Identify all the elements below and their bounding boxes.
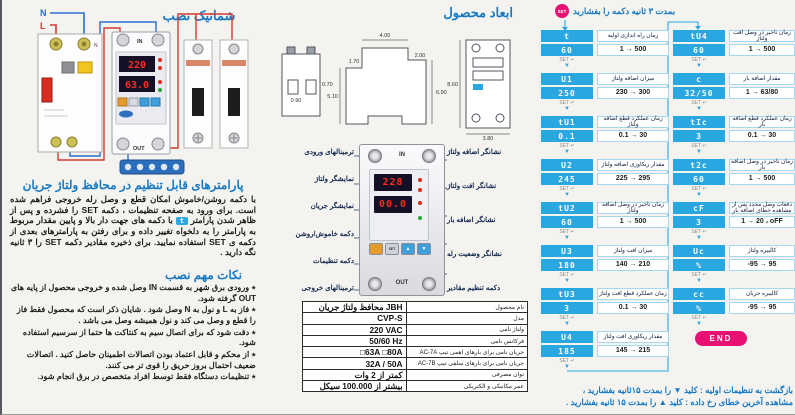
spec-value: 220 VAC bbox=[303, 324, 407, 335]
device-face-panel bbox=[369, 169, 429, 241]
set-step bbox=[541, 101, 593, 112]
callout-labels-right bbox=[447, 148, 527, 292]
arrow-down-icon: ▼ bbox=[696, 321, 702, 327]
relay-status-led bbox=[418, 216, 422, 220]
parameter-description: زمان تاخیر در وصل افت ولتاژ bbox=[729, 30, 795, 42]
mcb-breaker-1 bbox=[184, 40, 212, 148]
spec-table-body bbox=[303, 302, 528, 392]
spec-label: عمر مکانیکی و الکتریکی bbox=[406, 381, 528, 392]
footer-line-last-error: مشاهده آخرین خطای رخ داده : کلید ▲ را بمدت ۱۵ ثانیه بفشارید . bbox=[565, 397, 793, 408]
set-step-label: SET ↵ bbox=[559, 57, 575, 63]
set-step-label: SET ↵ bbox=[691, 143, 707, 149]
arrow-down-icon: ▼ bbox=[696, 278, 702, 284]
set-step bbox=[673, 187, 725, 198]
parameter-value: 250 bbox=[541, 87, 593, 99]
dim-inner-width: 0.90 bbox=[290, 98, 302, 104]
set-step-label: SET ↵ bbox=[559, 272, 575, 278]
parameter-code: U2 bbox=[541, 159, 593, 171]
arrow-down-icon: ▼ bbox=[696, 192, 702, 198]
set-step bbox=[673, 273, 725, 284]
parameter-description: زمان عملکرد قطع اضافه بار bbox=[729, 116, 795, 128]
overvoltage-led bbox=[418, 178, 422, 182]
dim-right-step: 2.00 bbox=[414, 53, 426, 59]
flow-footer bbox=[537, 384, 795, 409]
set-step-label: SET ↵ bbox=[559, 186, 575, 192]
flow-column-right bbox=[673, 30, 795, 346]
flow-parameter-block bbox=[541, 159, 669, 202]
set-step-label: SET ↵ bbox=[691, 272, 707, 278]
table-row bbox=[303, 324, 528, 335]
mcb-toggle bbox=[192, 88, 204, 116]
settings-flowchart bbox=[537, 0, 795, 415]
set-button bbox=[129, 98, 138, 106]
arrow-down-icon: ▼ bbox=[696, 106, 702, 112]
footer-line-reset: بازگشت به تنظیمات اولیه : کلید ▼ را بمدت ۱۵ثانیه بفشارید ، bbox=[582, 384, 793, 395]
parameter-range: 0.1 → 30 bbox=[729, 130, 795, 142]
parameter-code: t bbox=[541, 30, 593, 42]
inline-parameter-chip: t bbox=[176, 217, 188, 225]
set-step bbox=[541, 359, 593, 370]
flow-header-text: بمدت ۳ ثانیه دکمه را بفشارید bbox=[573, 5, 676, 16]
callout-label: دکمه خاموش/روشن bbox=[295, 230, 354, 238]
parameter-value: 60 bbox=[673, 173, 725, 185]
parameter-description: زمان عملکرد قطع افت ولتاژ bbox=[597, 288, 669, 300]
callout-label: نمایشگر جریان bbox=[310, 203, 354, 211]
set-step-label: SET ↵ bbox=[691, 229, 707, 235]
dim-tab-width: 0.70 bbox=[322, 82, 333, 88]
dim-step-height: 1.70 bbox=[348, 59, 360, 65]
device-out-label: OUT bbox=[395, 280, 409, 286]
parameter-range: -95 → 95 bbox=[729, 259, 795, 271]
parameter-code: U1 bbox=[541, 73, 593, 85]
parameter-range: 1 → 500 bbox=[597, 44, 669, 56]
flow-parameter-block bbox=[673, 245, 795, 288]
parameter-range: 230 → 300 bbox=[597, 87, 669, 99]
power-button bbox=[369, 243, 383, 255]
parameter-description: میزان افت ولتاژ bbox=[597, 245, 669, 257]
arrow-down-icon: ▼ bbox=[564, 235, 570, 241]
set-step-label: SET ↵ bbox=[559, 100, 575, 106]
spec-value: 50/60 Hz bbox=[303, 335, 407, 346]
spec-label: فرکانس نامی bbox=[406, 335, 528, 346]
spec-value: CVP-S bbox=[303, 313, 407, 324]
callout-label: نمایشگر ولتاژ bbox=[314, 176, 354, 184]
rcd-test-button bbox=[78, 62, 92, 73]
parameter-value: % bbox=[673, 302, 725, 314]
arrow-down-icon: ▼ bbox=[696, 63, 702, 69]
arrow-down-icon: ▼ bbox=[564, 192, 570, 198]
parameters-paragraph bbox=[10, 194, 256, 258]
parameter-description: دفعات وصل مجدد پس از مشاهده خطای اضافه بار bbox=[729, 202, 795, 214]
arrow-down-icon: ▼ bbox=[696, 235, 702, 241]
flow-parameter-block bbox=[541, 30, 669, 73]
callout-label: نشانگر وضعیت رله bbox=[447, 251, 502, 258]
parameter-value: 3 bbox=[541, 302, 593, 314]
table-row bbox=[303, 347, 528, 358]
note-item: ٭ تنظیمات دستگاه فقط توسط افراد متخصص در برق انجام شود. bbox=[37, 372, 256, 382]
parameter-code: cF bbox=[673, 202, 725, 214]
power-button bbox=[118, 98, 127, 106]
set-step bbox=[541, 230, 593, 241]
parameter-value: 60 bbox=[541, 44, 593, 56]
flow-parameter-block bbox=[541, 202, 669, 245]
note-item: ٭ ورودی برق شهر به قسمت IN وصل شده و خروجی محصول از پایه های OUT گرفته شود. bbox=[10, 283, 256, 303]
parameter-description: میزان اضافه ولتاژ bbox=[597, 73, 669, 85]
parameter-code: t2c bbox=[673, 159, 725, 171]
set-step-label: SET ↵ bbox=[559, 229, 575, 235]
parameter-code: U4 bbox=[541, 331, 593, 343]
parameter-code: tU3 bbox=[541, 288, 593, 300]
parameter-value: 60 bbox=[541, 216, 593, 228]
overload-led bbox=[418, 201, 422, 205]
parameter-range: 145 → 215 bbox=[597, 345, 669, 357]
note-item: ٭ فاز به L و نول به N وصل شود . شایان ذکر است که محصول فقط فاز را قطع و وصل می کند و نول همیشه وصل می باشد . bbox=[16, 305, 256, 325]
flow-parameter-block bbox=[541, 116, 669, 159]
neutral-busbar bbox=[120, 160, 184, 174]
flow-parameter-block bbox=[541, 73, 669, 116]
callout-label: نشانگر افت ولتاژ bbox=[447, 183, 497, 190]
device-callout-figure bbox=[270, 144, 528, 298]
flow-parameter-block bbox=[541, 331, 669, 374]
up-button bbox=[140, 98, 149, 106]
undervoltage-led bbox=[418, 188, 422, 192]
arrow-down-icon: ▼ bbox=[564, 106, 570, 112]
set-step bbox=[541, 273, 593, 284]
parameter-code: tU1 bbox=[541, 116, 593, 128]
flow-parameter-block bbox=[673, 30, 795, 73]
dim-left-height: 5.10 bbox=[327, 94, 338, 100]
protector-in-label: IN bbox=[137, 39, 143, 45]
parameter-description: زمان عملکرد قطع اضافه ولتاژ bbox=[597, 116, 669, 128]
dim-top-width: 4.00 bbox=[379, 33, 391, 39]
set-step-label: SET ↵ bbox=[559, 143, 575, 149]
set-step bbox=[673, 230, 725, 241]
arrow-down-icon: ▼ bbox=[564, 321, 570, 327]
arrow-down-icon: ▼ bbox=[564, 278, 570, 284]
spec-label: جریان نامی برای بارهای اهمی تیپ AC-7A bbox=[406, 347, 528, 358]
parameter-value: 3 bbox=[673, 130, 725, 142]
dim-front-width: 3.80 bbox=[482, 136, 494, 142]
parameter-range: 0.1 → 30 bbox=[597, 302, 669, 314]
schematic-title: شماتیک نصب bbox=[162, 8, 236, 23]
set-button: SET bbox=[385, 243, 399, 255]
parameter-range: 225 → 295 bbox=[597, 173, 669, 185]
arrow-down-icon: ▼ bbox=[564, 149, 570, 155]
set-step bbox=[673, 144, 725, 155]
spec-label: ولتاژ نامی bbox=[406, 324, 528, 335]
protector-voltage-display: 220 bbox=[127, 60, 147, 71]
spec-label: توان مصرفی bbox=[406, 369, 528, 380]
device-button-row bbox=[369, 243, 431, 255]
voltage-display: 228 bbox=[374, 174, 412, 191]
flow-parameter-block bbox=[673, 288, 795, 331]
parameter-code: cc bbox=[673, 288, 725, 300]
parameter-code: U3 bbox=[541, 245, 593, 257]
installation-schematic bbox=[6, 2, 264, 178]
callout-label: دکمه تنظیمات bbox=[313, 257, 354, 265]
set-step-label: SET ↵ bbox=[691, 100, 707, 106]
protector-device bbox=[112, 32, 170, 154]
spec-label: جریان نامی برای بارهای سلفی تیپ AC-7B bbox=[406, 358, 528, 369]
flow-parameter-block bbox=[673, 73, 795, 116]
arrow-down-icon: ▼ bbox=[564, 63, 570, 69]
parameter-description: مقدار ریکاوری اضافه ولتاژ bbox=[597, 159, 669, 171]
note-item: ٭ دقت شود که برای اتصال سیم به کنتاکت ها حتما از سرسیم استفاده شود. bbox=[22, 327, 256, 348]
parameter-value: 180 bbox=[541, 259, 593, 271]
paragraph-part2: با دکمه های جهت دار بالا و پایین مقدار مربوط به پارامتر را به دلخواه تغییر داده و برای رفتن به پارامترهای بعدی از دکمه ی SET استفاده نمایید. برای ذخیره مقادیر دکمه SET را ۳ ثانیه نگه دارید . bbox=[10, 215, 256, 258]
callout-label: نشانگر اضافه ولتاژ bbox=[447, 149, 502, 156]
set-step-label: SET ↵ bbox=[559, 315, 575, 321]
flow-parameter-block bbox=[673, 202, 795, 245]
table-row bbox=[303, 313, 528, 324]
set-step bbox=[541, 316, 593, 327]
spec-label: مدل bbox=[406, 313, 528, 324]
parameter-value: 185 bbox=[541, 345, 593, 357]
arrow-down-icon: ▼ bbox=[696, 149, 702, 155]
rcd-neutral-terminal-label: N bbox=[94, 43, 98, 49]
spec-value: □63A □80A bbox=[303, 347, 407, 358]
specifications-table bbox=[302, 301, 528, 392]
end-node: END bbox=[695, 331, 747, 346]
parameter-description: کالیبره ولتاژ bbox=[729, 245, 795, 257]
parameter-value: 32/50 bbox=[673, 87, 725, 99]
set-step-label: SET ↵ bbox=[691, 315, 707, 321]
protector-current-display: 63.0 bbox=[124, 80, 150, 91]
parameter-description: زمان راه اندازی اولیه bbox=[597, 30, 669, 42]
note-item: ٭ از محکم و قابل اعتماد بودن اتصالات اطمینان حاصل کنید . اتصالات ضعیف احتمال بروز حریق را قوی تر می کنند. bbox=[26, 349, 256, 370]
current-display: 00.0 bbox=[374, 196, 412, 213]
notes-title: نکات مهم نصب bbox=[164, 268, 242, 282]
parameter-code: tU2 bbox=[541, 202, 593, 214]
dim-front-height: 8.60 bbox=[447, 82, 458, 88]
dim-body-height: 6.90 bbox=[436, 90, 447, 96]
table-row bbox=[303, 358, 528, 369]
parameter-value: 245 bbox=[541, 173, 593, 185]
set-step bbox=[541, 187, 593, 198]
callout-label: نشانگر اضافه بار bbox=[447, 217, 496, 224]
callout-label: ترمینالهای ورودی bbox=[304, 149, 354, 156]
mcb-toggle bbox=[228, 88, 240, 116]
flow-parameter-block bbox=[541, 245, 669, 288]
flow-header bbox=[555, 4, 675, 18]
parameter-code: tU4 bbox=[673, 30, 725, 42]
parameter-range: -95 → 95 bbox=[729, 302, 795, 314]
parameter-value: 3 bbox=[673, 216, 725, 228]
neutral-wire-label: N bbox=[40, 8, 47, 18]
paragraph-part1: با دکمه روشن/خاموش امکان قطع و وصل رله خروجی فراهم شده است. برای ورود به صفحه تنظیمات ، دکمه SET را فشرده و پس از ظاهر شدن پارامتر bbox=[10, 194, 256, 226]
flow-parameter-block bbox=[673, 116, 795, 159]
flow-column-left bbox=[541, 30, 669, 374]
spec-value: محافظ ولتاژ جریان JBH bbox=[303, 302, 407, 313]
protector-front-view bbox=[359, 144, 445, 296]
set-step bbox=[673, 58, 725, 69]
set-badge: SET bbox=[555, 4, 569, 18]
arrow-down-icon: ▼ bbox=[564, 364, 570, 370]
parameter-range: 1 → 500 bbox=[597, 216, 669, 228]
parameter-code: Uc bbox=[673, 245, 725, 257]
spec-label: نام محصول bbox=[406, 302, 528, 313]
parameter-description: زمان تاخیر در وصل اضافه ولتاژ bbox=[597, 202, 669, 214]
parameter-description: مقدار ریکاوری افت ولتاژ bbox=[597, 331, 669, 343]
spec-value: کمتر از 2 وات bbox=[303, 369, 407, 380]
flow-parameter-block bbox=[541, 288, 669, 331]
parameter-description: مقدار اضافه بار bbox=[729, 73, 795, 85]
set-step bbox=[673, 101, 725, 112]
up-button: ▲ bbox=[401, 243, 415, 255]
parameter-value: % bbox=[673, 259, 725, 271]
dimension-drawing bbox=[270, 18, 525, 142]
set-step bbox=[673, 316, 725, 327]
parameter-value: 60 bbox=[673, 44, 725, 56]
parameter-range: 1 → 20 ، oFF bbox=[729, 216, 795, 228]
spec-value: 32A / 50A bbox=[303, 358, 407, 369]
rcd-toggle bbox=[42, 78, 52, 102]
line-wire-label: L bbox=[40, 21, 46, 31]
down-button bbox=[151, 98, 160, 106]
spec-value: بیشتر از 100.000 سیکل bbox=[303, 381, 407, 392]
set-step bbox=[541, 58, 593, 69]
set-step bbox=[541, 144, 593, 155]
table-row bbox=[303, 302, 528, 313]
installation-notes bbox=[10, 283, 256, 384]
set-step-label: SET ↵ bbox=[559, 358, 575, 364]
callout-labels-left bbox=[270, 148, 354, 292]
parameter-range: 1 → 500 bbox=[729, 44, 795, 56]
device-in-label: IN bbox=[399, 152, 405, 158]
parameter-code: c bbox=[673, 73, 725, 85]
parameter-description: زمان تاخیر در وصل اضافه بار bbox=[729, 159, 795, 171]
rcd-breaker bbox=[38, 34, 102, 152]
table-row bbox=[303, 335, 528, 346]
callout-label: ترمینالهای خروجی bbox=[301, 284, 354, 292]
parameter-range: 1 → 500 bbox=[729, 173, 795, 185]
callout-label: دکمه تنظیم مقادیر bbox=[447, 285, 501, 292]
parameter-code: tIc bbox=[673, 116, 725, 128]
set-step-label: SET ↵ bbox=[691, 186, 707, 192]
set-step-label: SET ↵ bbox=[691, 57, 707, 63]
mcb-breaker-2 bbox=[220, 40, 248, 148]
table-row bbox=[303, 369, 528, 380]
parameter-description: کالیبره جریان bbox=[729, 288, 795, 300]
protector-out-label: OUT bbox=[133, 146, 145, 152]
parameter-range: 0.1 → 30 bbox=[597, 130, 669, 142]
flow-parameter-block bbox=[673, 159, 795, 202]
dimensions-title: ابعاد محصول bbox=[443, 5, 513, 20]
parameter-range: 140 → 210 bbox=[597, 259, 669, 271]
table-row bbox=[303, 381, 528, 392]
parameter-range: 1 → 63/80 bbox=[729, 87, 795, 99]
parameter-value: 0.1 bbox=[541, 130, 593, 142]
parameters-section-title: پارامترهای قابل تنظیم در محافظ ولتاژ جریان bbox=[22, 178, 244, 192]
down-button: ▼ bbox=[417, 243, 431, 255]
